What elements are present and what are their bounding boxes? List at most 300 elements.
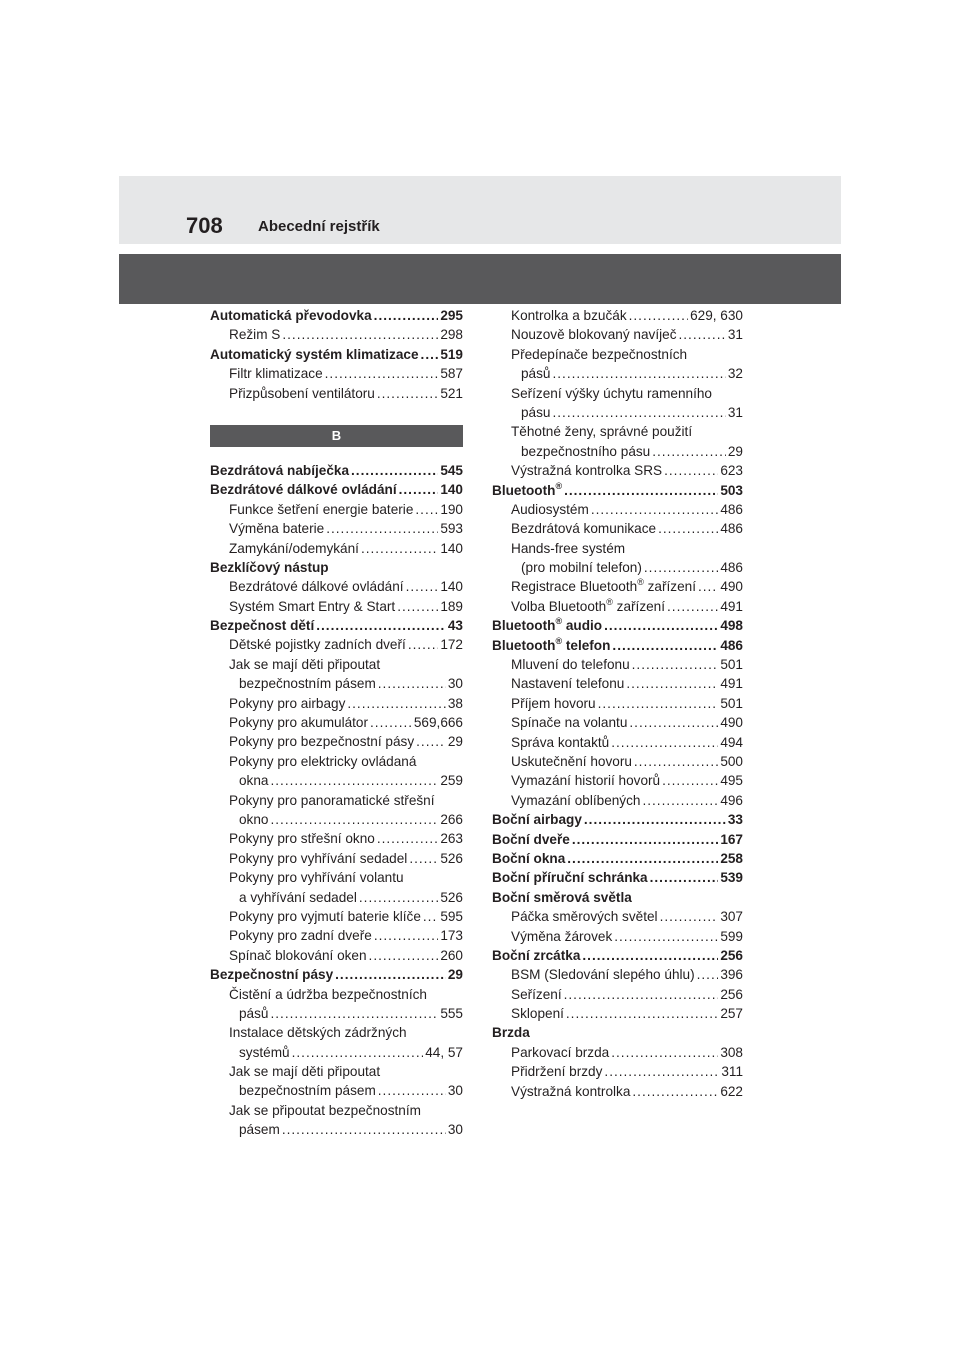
index-entry [492,888,743,907]
dot-leader [611,733,718,752]
dot-leader [660,907,719,926]
entry-label: Bezdrátová nabíječka [210,462,350,478]
index-subentry [210,946,463,965]
dot-leader [642,791,718,810]
page-ref: 43 [447,618,463,634]
page-ref: 490 [720,715,743,731]
index-subentry [210,985,463,1004]
dot-leader [664,461,718,480]
entry-label: Přidržení brzdy [511,1064,603,1080]
page-ref: 44, 57 [425,1044,463,1060]
dot-leader [325,364,439,383]
page-ref: 29 [447,734,463,750]
dot-leader [584,810,726,829]
entry-label: Bezklíčový nástup [210,559,329,575]
dot-leader [416,732,446,751]
page-ref: 521 [440,385,463,401]
index-subentry [210,1043,463,1062]
index-subentry [492,422,743,441]
index-subentry [210,926,463,945]
dot-leader [582,946,718,965]
dot-leader [397,597,438,616]
dot-leader [572,830,719,849]
entry-label: BSM (Sledování slepého úhlu) [511,967,695,983]
entry-label: Bluetooth® audio [492,616,603,634]
dot-leader [399,480,439,499]
entry-label: Parkovací brzda [511,1044,610,1060]
index-subentry [492,384,743,403]
entry-label: pásů [239,1005,269,1021]
index-entry [492,636,743,655]
page-ref: 173 [440,928,463,944]
dot-leader [326,519,438,538]
dot-leader [658,519,718,538]
page-ref: 140 [440,540,463,556]
index-subentry [210,1004,463,1023]
index-entry [210,480,463,499]
index-subentry [210,849,463,868]
entry-label: Výměna baterie [229,521,325,537]
dot-leader [415,500,438,519]
index-subentry [492,985,743,1004]
entry-label: Spínače na volantu [511,715,628,731]
index-subentry [210,1081,463,1100]
page-ref: 30 [447,676,463,692]
entry-label: Předepínače bezpečnostních [511,346,688,362]
dot-leader [679,325,726,344]
dot-leader [351,461,438,480]
header-band [119,176,841,244]
entry-label: Pokyny pro vyhřívání volantu [229,870,404,886]
index-subentry [210,713,463,732]
page-ref: 555 [440,1005,463,1021]
dot-leader [347,694,446,713]
dot-leader [612,636,718,655]
entry-label: Spínač blokování oken [229,947,367,963]
page-ref: 31 [727,404,743,420]
entry-label: Filtr klimatizace [229,366,323,382]
page-ref: 500 [720,753,743,769]
entry-label: Čistění a údržba bezpečnostních [229,986,427,1002]
entry-label: Hands-free systém [511,540,626,556]
entry-label: Vymazání historií hovorů [511,773,661,789]
dot-leader [567,849,718,868]
page-ref: 167 [720,831,743,847]
index-subentry [210,907,463,926]
page-ref: 32 [727,366,743,382]
entry-label: Pokyny pro airbagy [229,695,346,711]
entry-label: okno [239,811,269,827]
page-ref: 501 [720,657,743,673]
entry-label: Uskutečnění hovoru [511,753,632,769]
index-subentry [210,364,463,383]
page-ref: 256 [720,986,743,1002]
page-ref: 140 [440,579,463,595]
entry-label: Nouzově blokovaný navíječ [511,327,677,343]
index-entry [210,306,463,325]
page-ref: 569,666 [413,715,463,731]
dot-leader [644,558,718,577]
dot-leader [270,810,438,829]
dot-leader [604,1062,719,1081]
index-subentry [210,674,463,693]
index-subentry [210,771,463,790]
index-subentry [210,325,463,344]
dot-leader [374,926,438,945]
index-subentry [210,1062,463,1081]
index-subentry [210,597,463,616]
entry-label: Výměna žárovek [511,928,613,944]
index-subentry [492,752,743,771]
dot-leader [632,1082,718,1101]
index-subentry [492,771,743,790]
index-subentry [210,655,463,674]
dot-leader [335,965,446,984]
entry-label: Pokyny pro panoramatické střešní [229,792,435,808]
dot-leader [377,384,438,403]
page-ref: 189 [440,598,463,614]
index-subentry [492,674,743,693]
entry-label: bezpečnostního pásu [521,443,651,459]
index-subentry [492,558,743,577]
index-subentry [492,597,743,616]
page-ref: 172 [440,637,463,653]
dot-leader [629,306,688,325]
index-subentry [492,655,743,674]
entry-label: okna [239,773,269,789]
entry-label: pásu [521,404,551,420]
page-ref: 29 [447,967,463,983]
entry-label: Pokyny pro vyjmutí baterie klíče [229,908,421,924]
page-ref: 259 [440,773,463,789]
entry-label: Brzda [492,1025,530,1041]
entry-label: Dětské pojistky zadních dveří [229,637,406,653]
page-ref: 599 [720,928,743,944]
index-subentry [210,791,463,810]
index-subentry [492,694,743,713]
dot-leader [652,442,726,461]
index-subentry [492,1043,743,1062]
index-subentry [210,577,463,596]
entry-label: Registrace Bluetooth® zařízení [511,577,696,595]
entry-label: pásů [521,366,551,382]
page-ref: 495 [720,773,743,789]
dot-leader [374,306,439,325]
entry-label: Pokyny pro zadní dveře [229,928,372,944]
index-entry [492,1023,743,1042]
entry-label: Seřízení [511,986,562,1002]
dot-leader [270,771,438,790]
index-subentry [210,500,463,519]
index-subentry [210,888,463,907]
page-ref: 29 [727,443,743,459]
entry-label: Boční dveře [492,831,570,847]
index-subentry [492,1082,743,1101]
dot-leader [423,907,438,926]
index-entry [492,868,743,887]
page-ref: 595 [440,908,463,924]
entry-label: Pokyny pro akumulátor [229,715,369,731]
dot-leader [361,539,438,558]
entry-label: Jak se připoutat bezpečnostním [229,1102,421,1118]
page-ref: 539 [720,870,743,886]
page-ref: 629, 630 [690,308,743,323]
page-ref: 257 [720,1006,743,1022]
page-ref: 260 [440,947,463,963]
index-subentry [492,325,743,344]
entry-label: systémů [239,1044,290,1060]
index-subentry [210,829,463,848]
page-ref: 486 [720,501,743,517]
index-column-left [210,306,463,1140]
page-ref: 501 [720,695,743,711]
entry-label: Zamykání/odemykání [229,540,359,556]
page-ref: 311 [721,1064,743,1080]
page-ref: 307 [720,909,743,925]
index-entry [210,461,463,480]
entry-label: Boční airbagy [492,812,582,828]
page-ref: 593 [440,521,463,537]
index-column-right [492,306,743,1101]
dot-leader [409,849,438,868]
index-subentry [210,1023,463,1042]
entry-label: Boční směrová světla [492,889,632,905]
page-ref: 486 [720,637,743,653]
index-subentry [210,868,463,887]
page-ref: 30 [447,1122,463,1138]
letter-divider-b: B [210,425,463,447]
entry-label: Pokyny pro střešní okno [229,831,375,847]
page-number: 708 [186,213,223,238]
index-subentry [210,1101,463,1120]
dot-leader [378,1081,446,1100]
index-subentry [210,635,463,654]
section-title: Abecední rejstřík [258,218,380,235]
index-entry [492,481,743,500]
entry-label: bezpečnostním pásem [239,676,376,692]
entry-label: Bluetooth® telefon [492,635,611,653]
entry-label: Automatický systém klimatizace [210,346,419,362]
page-ref: 256 [720,947,743,963]
entry-label: Jak se mají děti připoutat [229,656,381,672]
index-subentry [492,577,743,596]
index-entry [210,345,463,364]
dot-leader [667,597,718,616]
entry-label: Jak se mají děti připoutat [229,1064,381,1080]
page-ref: 496 [720,792,743,808]
entry-label: (pro mobilní telefon) [521,560,642,576]
entry-label: Přizpůsobení ventilátoru [229,385,375,401]
page-ref: 622 [720,1083,743,1099]
dot-leader [697,965,719,984]
page-ref: 545 [440,462,463,478]
entry-label: Bezdrátové dálkové ovládání [229,579,404,595]
dot-leader [552,403,725,422]
index-subentry [492,403,743,422]
index-subentry [492,364,743,383]
dot-leader [598,694,719,713]
entry-label: a vyhřívání sedadel [239,889,357,905]
page-ref: 266 [440,811,463,827]
index-subentry [210,539,463,558]
index-entry [210,558,463,577]
entry-label: Kontrolka a bzučák [511,308,627,323]
dot-leader [282,1120,446,1139]
page-ref: 494 [720,734,743,750]
page-ref: 30 [447,1083,463,1099]
dot-leader [611,1043,718,1062]
index-subentry [210,694,463,713]
page-ref: 526 [440,850,463,866]
index-subentry [210,810,463,829]
dot-leader [377,829,438,848]
index-subentry [492,461,743,480]
entry-label: Mluvení do telefonu [511,657,630,673]
dot-leader [698,577,718,596]
header-dark-band [119,254,841,304]
page-ref: 33 [727,812,743,828]
index-subentry [492,733,743,752]
dot-leader [359,888,438,907]
dot-leader [650,868,719,887]
dot-leader [591,500,718,519]
index-subentry [492,1004,743,1023]
index-subentry [210,752,463,771]
index-group-a [210,306,463,403]
index-entry [492,830,743,849]
index-entry [210,616,463,635]
index-entry [492,946,743,965]
page-ref: 308 [720,1044,743,1060]
entry-label: Správa kontaktů [511,734,610,750]
entry-label: Režim S [229,327,281,343]
index-entry [492,616,743,635]
entry-label: Těhotné ženy, správné použití [511,424,693,440]
entry-label: Bezdrátová komunikace [511,521,657,537]
entry-label: Příjem hovoru [511,695,596,711]
index-group-b [210,461,463,1140]
index-entry [492,849,743,868]
dot-leader [564,985,719,1004]
page-ref: 491 [720,598,743,614]
index-subentry [492,791,743,810]
page-ref: 140 [440,482,463,498]
page-ref: 258 [720,850,743,866]
entry-label: Sklopení [511,1006,564,1022]
entry-label: Bezdrátové dálkové ovládání [210,482,397,498]
page-ref: 295 [440,308,463,323]
index-entry [210,965,463,984]
entry-label: Výstražná kontrolka [511,1083,631,1099]
page-ref: 491 [720,676,743,692]
entry-label: Boční příruční schránka [492,870,648,886]
entry-label: Systém Smart Entry & Start [229,598,396,614]
dot-leader [632,655,719,674]
entry-label: Pokyny pro bezpečnostní pásy [229,734,415,750]
entry-label: Instalace dětských zádržných [229,1025,407,1041]
dot-leader [378,674,446,693]
entry-label: Bezpečnost dětí [210,618,315,634]
dot-leader [282,325,438,344]
page-ref: 623 [720,463,743,479]
index-subentry [492,500,743,519]
dot-leader [421,345,439,364]
index-subentry [492,965,743,984]
dot-leader [662,771,718,790]
page-ref: 396 [720,967,743,983]
index-subentry [492,306,743,325]
dot-leader [634,752,718,771]
index-subentry [492,345,743,364]
index-entry [492,810,743,829]
entry-label: Seřízení výšky úchytu ramenního [511,385,712,401]
dot-leader [566,1004,718,1023]
entry-label: Bezpečnostní pásy [210,967,334,983]
index-subentry [492,927,743,946]
dot-leader [552,364,725,383]
entry-label: Boční zrcátka [492,947,581,963]
entry-label: Páčka směrových světel [511,909,658,925]
entry-label: Boční okna [492,850,566,866]
dot-leader [370,713,412,732]
entry-label: Bluetooth® [492,480,563,498]
page-ref: 587 [440,366,463,382]
index-subentry [210,519,463,538]
index-subentry [492,519,743,538]
entry-label: Pokyny pro elektricky ovládaná [229,753,417,769]
entry-label: pásem [239,1122,280,1138]
dot-leader [316,616,446,635]
dot-leader [408,635,439,654]
index-subentry [210,732,463,751]
page-ref: 486 [720,560,743,576]
dot-leader [564,481,718,500]
index-subentry [492,1062,743,1081]
page-ref: 526 [440,889,463,905]
page-ref: 519 [440,346,463,362]
index-subentry [210,384,463,403]
page-ref: 263 [440,831,463,847]
page-ref: 190 [440,501,463,517]
dot-leader [406,577,439,596]
index-subentry [492,442,743,461]
index-group-b-continued [492,306,743,1101]
index-subentry [210,1120,463,1139]
dot-leader [626,674,718,693]
index-subentry [492,713,743,732]
dot-leader [604,616,718,635]
entry-label: bezpečnostním pásem [239,1083,376,1099]
entry-label: Automatická převodovka [210,308,372,323]
page-ref: 486 [720,521,743,537]
entry-label: Nastavení telefonu [511,676,625,692]
page-ref: 498 [720,618,743,634]
page-ref: 31 [727,327,743,343]
page-ref: 38 [447,695,463,711]
index-subentry [492,539,743,558]
dot-leader [369,946,439,965]
page-ref: 490 [720,579,743,595]
entry-label: Volba Bluetooth® zařízení [511,596,666,614]
index-subentry [492,907,743,926]
dot-leader [270,1004,438,1023]
page-ref: 298 [440,327,463,343]
dot-leader [629,713,718,732]
page-ref: 503 [720,482,743,498]
entry-label: Pokyny pro vyhřívání sedadel [229,850,408,866]
entry-label: Výstražná kontrolka SRS [511,463,663,479]
entry-label: Audiosystém [511,501,589,517]
